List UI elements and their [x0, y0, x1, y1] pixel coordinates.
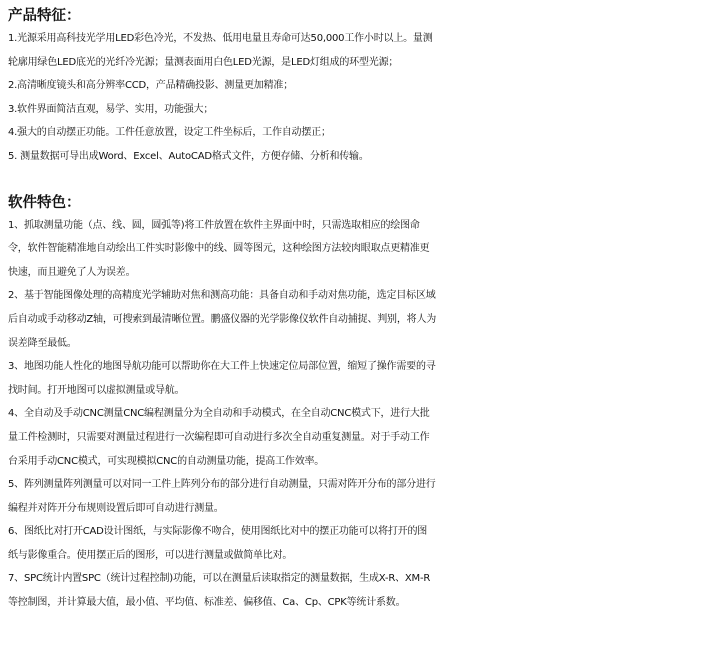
software-features-heading: 软件特色：: [8, 194, 81, 211]
software-line: 4、全自动及手动CNC测量CNC编程测量分为全自动和手动模式，在全自动CNC模式下，进行大批: [8, 408, 430, 420]
software-line: 等控制图，并计算最大值，最小值、平均值、标准差、偏移值、Ca、Cp、CPK等统计系数。: [8, 597, 406, 609]
feature-line: 3.软件界面简洁直观，易学、实用，功能强大；: [8, 103, 214, 115]
software-line: 7、SPC统计内置SPC（统计过程控制)功能，可以在测量后读取指定的测量数据，生成X-R、XM-R: [8, 573, 431, 585]
software-line: 6、图纸比对打开CAD设计图纸，与实际影像不吻合，使用图纸比对中的摆正功能可以将打开的图: [8, 526, 428, 538]
software-line: 台采用手动CNC模式，可实现模拟CNC的自动测量功能，提高工作效率。: [8, 455, 325, 467]
section-spacer: [8, 169, 709, 192]
feature-line: 2.高清晰度镜头和高分辨率CCD，产品精确投影、测量更加精准；: [8, 80, 294, 92]
feature-line: 4.强大的自动摆正功能。工件任意放置，设定工件坐标后，工作自动摆正；: [8, 127, 331, 139]
software-line: 误差降至最低。: [8, 337, 77, 349]
feature-line: 1.光源采用高科技光学用LED彩色冷光，不发热、低用电量且寿命可达50,000工作小时以上。量测: [8, 33, 433, 44]
software-line: 后自动或手动移动Z轴，可搜索到最清晰位置。鹏盛仪器的光学影像仪软件自动捕捉、判别，将人为: [8, 313, 437, 325]
software-line: 纸与影像重合。使用摆正后的图形，可以进行测量或做简单比对。: [8, 549, 293, 561]
feature-line: 5. 测量数据可导出成Word、Excel、AutoCAD格式文件，方便存储、分析和传输。: [8, 150, 369, 162]
software-line: 量工件检测时，只需要对测量过程进行一次编程即可自动进行多次全自动重复测量。对于手动工作: [8, 431, 430, 443]
product-features-heading: 产品特征：: [8, 8, 81, 24]
software-line: 找时间。打开地图可以虚拟测量或导航。: [8, 384, 185, 396]
software-line: 编程并对阵开分布规则设置后即可自动进行测量。: [8, 502, 224, 514]
feature-line: 轮廓用绿色LED底光的光纤冷光源；量测表面用白色LED光源，是LED灯组成的环型光源；: [8, 56, 399, 68]
software-line: 1、抓取测量功能（点、线、圆，圆弧等)将工件放置在软件主界面中时，只需选取相应的绘图命: [8, 219, 420, 231]
software-line: 令，软件智能精准地自动绘出工件实时影像中的线、圆等图元，这种绘图方法较肉眼取点更精准更: [8, 243, 430, 255]
software-line: 2、基于智能图像处理的高精度光学辅助对焦和测高功能：具备自动和手动对焦功能，选定目标区域: [8, 290, 436, 302]
software-line: 3、地图功能人性化的地图导航功能可以帮助你在大工件上快速定位局部位置，缩短了操作需要的寻: [8, 361, 436, 373]
software-line: 快速，而且避免了人为误差。: [8, 266, 136, 278]
software-line: 5、阵列测量阵列测量可以对同一工件上阵列分布的部分进行自动测量，只需对阵开分布的部分进行: [8, 479, 436, 491]
